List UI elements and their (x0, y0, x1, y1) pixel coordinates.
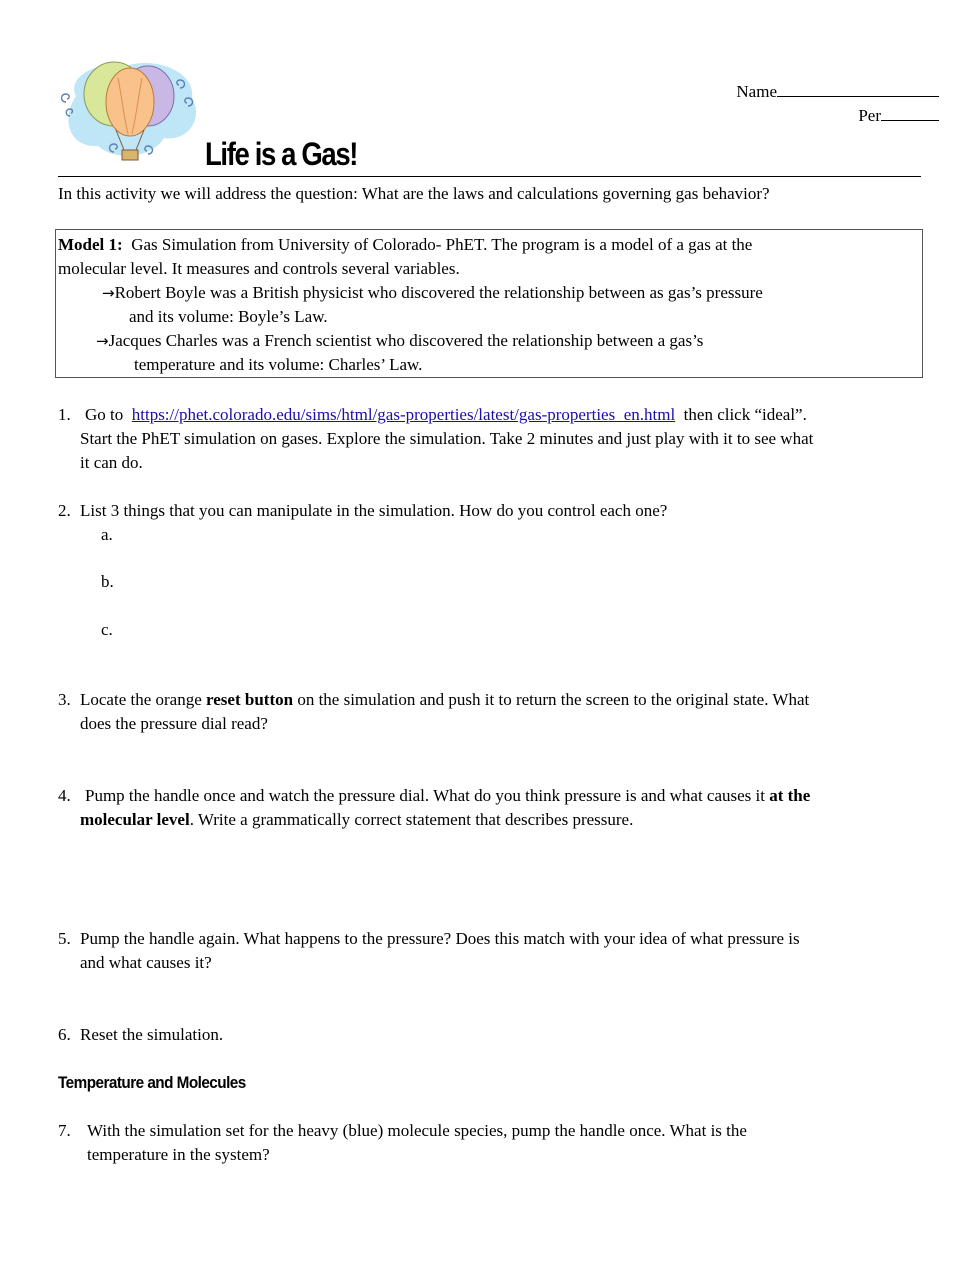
worksheet-title: Life is a Gas! (205, 136, 358, 172)
section-heading: Temperature and Molecules (58, 1073, 246, 1092)
q1-line-3: it can do. (80, 453, 143, 472)
q3-number: 3. (58, 690, 71, 709)
q1-line-1 (85, 403, 807, 427)
boyle-text-1: Robert Boyle was a British physicist who discovered the relationship between as gas’s pressure (114, 283, 763, 302)
q2-item-a: a. (101, 525, 113, 544)
model-line-2: molecular level. It measures and controls several variables. (58, 259, 460, 278)
model-label: Model 1: (58, 235, 123, 254)
name-label: Name (736, 82, 777, 101)
name-field[interactable] (736, 80, 939, 104)
per-label: Per (858, 106, 881, 125)
q4-bold-1: at the (769, 786, 811, 805)
q5-number: 5. (58, 929, 71, 948)
q4-line-2 (80, 808, 633, 832)
q4-line-1 (85, 784, 810, 808)
arrow-right-icon: → (102, 284, 115, 302)
q1-post: then click “ideal”. (683, 405, 807, 424)
q2-item-c: c. (101, 620, 113, 639)
q2-text: List 3 things that you can manipulate in the simulation. How do you control each one? (80, 501, 668, 520)
q6-number: 6. (58, 1025, 71, 1044)
q7-line-2: temperature in the system? (87, 1145, 270, 1164)
q4-bold-2: molecular level (80, 810, 190, 829)
q1-pre: Go to (85, 405, 124, 424)
q3-bold: reset button (206, 690, 294, 709)
phet-simulation-link[interactable]: https://phet.colorado.edu/sims/html/gas-properties/latest/gas-properties_en.html (131, 405, 676, 424)
header-divider (58, 176, 921, 177)
hot-air-balloon-clipart (56, 58, 206, 170)
q6-text: Reset the simulation. (80, 1025, 224, 1044)
model-text-1: Gas Simulation from University of Colorado- PhET. The program is a model of a gas at the (131, 235, 753, 254)
period-field[interactable] (858, 104, 939, 128)
q3-line-2: does the pressure dial read? (80, 714, 268, 733)
boyle-line-1 (102, 281, 763, 305)
model-line-1 (58, 233, 752, 257)
intro-text: In this activity we will address the question: What are the laws and calculations governing gas behavior? (58, 184, 770, 203)
q4-pre: Pump the handle once and watch the pressure dial. What do you think pressure is and what causes it (85, 786, 765, 805)
boyle-line-2: and its volume: Boyle’s Law. (129, 307, 328, 326)
q7-line-1: With the simulation set for the heavy (blue) molecule species, pump the handle once. What is the (87, 1121, 747, 1140)
q2-number: 2. (58, 501, 71, 520)
q2-item-b: b. (101, 572, 114, 591)
q1-number: 1. (58, 405, 71, 424)
q7-number: 7. (58, 1121, 71, 1140)
charles-line-2: temperature and its volume: Charles’ Law. (134, 355, 423, 374)
q3-line-1 (80, 688, 809, 712)
arrow-right-icon: → (96, 332, 109, 350)
q4-number: 4. (58, 786, 71, 805)
per-blank (881, 105, 939, 121)
q3-post: on the simulation and push it to return the screen to the original state. What (297, 690, 810, 709)
q1-line-2: Start the PhET simulation on gases. Explore the simulation. Take 2 minutes and just play with it to see what (80, 429, 814, 448)
q5-line-1: Pump the handle again. What happens to the pressure? Does this match with your idea of what pressure is (80, 929, 800, 948)
charles-line-1 (96, 329, 703, 353)
q5-line-2: and what causes it? (80, 953, 212, 972)
charles-text-1: Jacques Charles was a French scientist who discovered the relationship between a gas’s (108, 331, 704, 350)
q4-post: . Write a grammatically correct statement that describes pressure. (189, 810, 634, 829)
q3-pre: Locate the orange (80, 690, 202, 709)
name-blank (777, 81, 939, 97)
